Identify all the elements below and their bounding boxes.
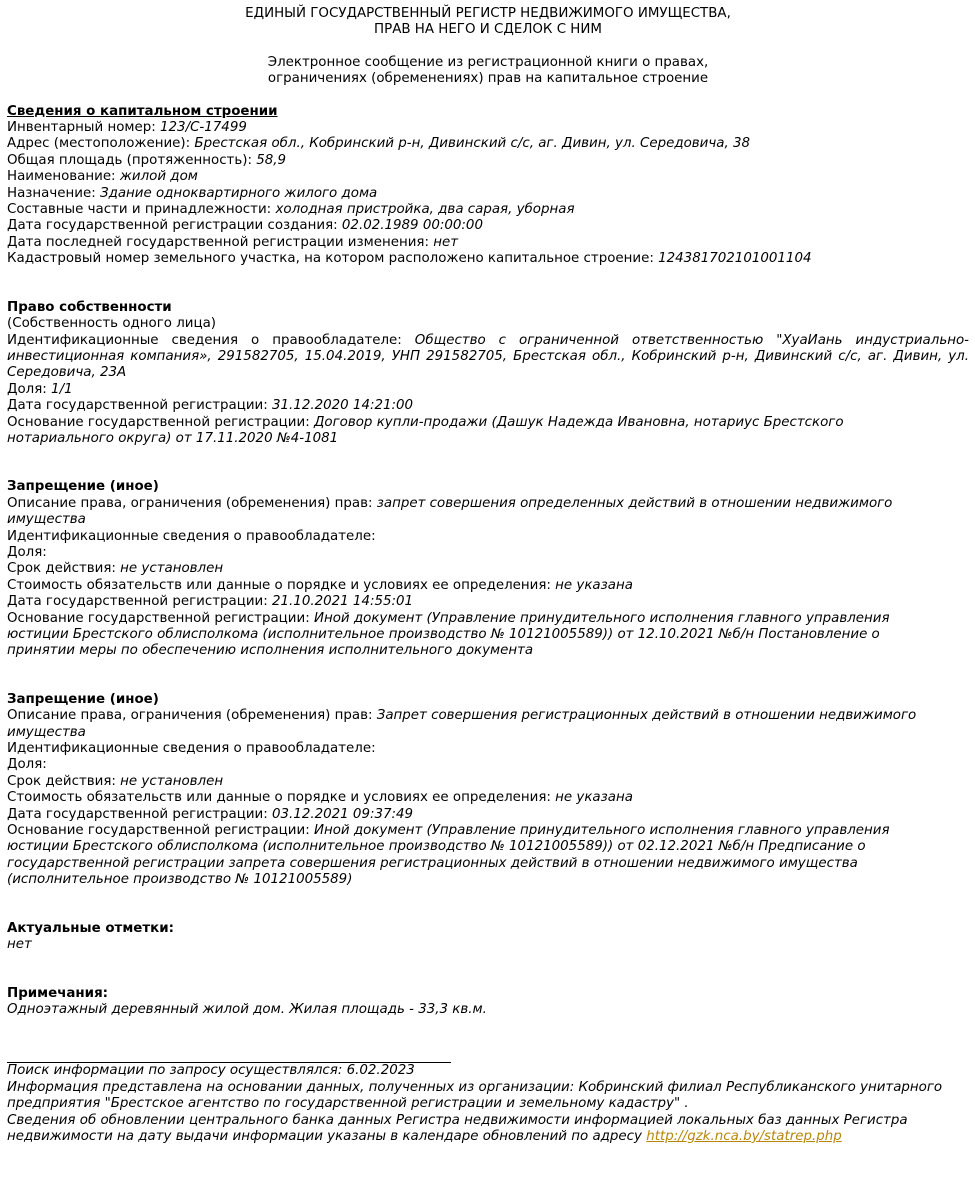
subtitle-line-2: ограничениях (обременениях) прав на капитальное строение <box>267 71 709 87</box>
ban-basis: Основание государственной регистрации: Иной документ (Управление принудительного исполнения главного управления юстиции Брестского облисполкома (исполнительное производство № 10121005589)) от 12.10.2021 №б/н Постановление о принятии меры по обеспечению исполнения исполнительного документа <box>7 610 890 659</box>
ban-holder: Идентификационные сведения о правообладателе: <box>7 528 376 544</box>
building-field: Кадастровый номер земельного участка, на котором расположено капитальное строение: 124381702101001104 <box>7 251 812 267</box>
ban-term: Срок действия: не установлен <box>7 561 224 577</box>
ban-basis: Основание государственной регистрации: Иной документ (Управление принудительного исполнения главного управления юстиции Брестского облисполкома (исполнительное производство № 10121005589)) от 02.12.2021 №б/н Предписание о государственной регистрации запрета совершения регистрационных действий в отношении недвижимого имущества (исполнительное производство № 10121005589) <box>7 823 890 888</box>
marks-title: Актуальные отметки: <box>7 920 174 936</box>
building-section <box>7 104 969 268</box>
notes-section <box>7 986 969 1019</box>
ban-description: Описание права, ограничения (обременения) прав: Запрет совершения регистрационных действий в отношении недвижимого имущества <box>7 708 917 740</box>
building-field: Общая площадь (протяженность): 58,9 <box>7 152 287 168</box>
ban-cost: Стоимость обязательств или данные о порядке и условиях ее определения: не указана <box>7 577 633 593</box>
ban-section <box>7 479 969 659</box>
building-field: Составные части и принадлежности: холодная пристройка, два сарая, уборная <box>7 202 575 218</box>
ban-description: Описание права, ограничения (обременения) прав: запрет совершения определенных действий в отношении недвижимого имущества <box>7 495 893 528</box>
footer <box>7 1063 969 1145</box>
ban-term: Срок действия: не установлен <box>7 773 224 789</box>
ban-title: Запрещение (иное) <box>7 691 159 707</box>
notes-value: Одноэтажный деревянный жилой дом. Жилая площадь - 33,3 кв.м. <box>7 1001 487 1017</box>
ban-reg-date: Дата государственной регистрации: 21.10.2021 14:55:01 <box>7 594 414 610</box>
building-field: Дата государственной регистрации создания: 02.02.1989 00:00:00 <box>7 218 483 234</box>
ownership-reg-date: Дата государственной регистрации: 31.12.2020 14:21:00 <box>7 398 414 414</box>
title-line-1: ЕДИНЫЙ ГОСУДАРСТВЕННЫЙ РЕГИСТР НЕДВИЖИМОГО ИМУЩЕСТВА, <box>245 6 731 21</box>
ownership-share: Доля: 1/1 <box>7 381 73 397</box>
ownership-kind: (Собственность одного лица) <box>7 316 217 332</box>
ownership-holder: Идентификационные сведения о правообладателе: Общество с ограниченной ответственностью "ХуаИань индустриально-инвестиционная компания», 291582705, 15.04.2019, УНП 291582705, Брестская обл., Кобринский р-н, Дивинский с/с, аг. Дивин, ул. Середовича, 23А <box>7 332 969 381</box>
document-header <box>7 6 969 88</box>
building-field: Наименование: жилой дом <box>7 169 198 185</box>
notes-title: Примечания: <box>7 985 109 1001</box>
ownership-title: Право собственности <box>7 299 172 315</box>
ban-holder: Идентификационные сведения о правообладателе: <box>7 741 376 757</box>
building-field: Адрес (местоположение): Брестская обл., Кобринский р-н, Дивинский с/с, аг. Дивин, ул. Середовича, 38 <box>7 136 751 152</box>
ban-reg-date: Дата государственной регистрации: 03.12.2021 09:37:49 <box>7 806 414 822</box>
subtitle-line-1: Электронное сообщение из регистрационной книги о правах, <box>267 54 709 70</box>
footer-source-line: Информация представлена на основании данных, полученных из организации: Кобринский филиал Республиканского унитарного предприятия "Брестское агентство по государственной регистрации и земельному кадастру" . <box>7 1079 943 1112</box>
footer-search-line: Поиск информации по запросу осуществлялся: 6.02.2023 <box>7 1063 415 1079</box>
ban-share: Доля: <box>7 544 47 560</box>
marks-section <box>7 921 969 954</box>
building-field: Назначение: Здание одноквартирного жилого дома <box>7 185 378 201</box>
statrep-link[interactable]: http://gzk.nca.by/statrep.php <box>646 1128 842 1144</box>
ban-section <box>7 692 969 889</box>
ownership-basis: Основание государственной регистрации: Договор купли-продажи (Дашук Надежда Ивановна, нотариус Брестского нотариального округа) от 17.11.2020 №4-1081 <box>7 414 844 446</box>
ban-share: Доля: <box>7 757 47 773</box>
marks-value: нет <box>7 937 32 953</box>
building-section-title: Сведения о капитальном строении <box>7 103 278 119</box>
ban-cost: Стоимость обязательств или данные о порядке и условиях ее определения: не указана <box>7 790 633 806</box>
building-field: Инвентарный номер: 123/C-17499 <box>7 120 247 136</box>
building-field: Дата последней государственной регистрации изменения: нет <box>7 234 459 250</box>
ownership-section <box>7 300 969 448</box>
ban-title: Запрещение (иное) <box>7 479 159 495</box>
title-line-2: ПРАВ НА НЕГО И СДЕЛОК С НИМ <box>374 22 602 38</box>
footer-update-line: Сведения об обновлении центрального банка данных Регистра недвижимости информацией локальных баз данных Регистра недвижимости на дату выдачи информации указаны в календаре обновлений по адресу http://gzk.nca.by/statrep.php <box>7 1112 908 1144</box>
